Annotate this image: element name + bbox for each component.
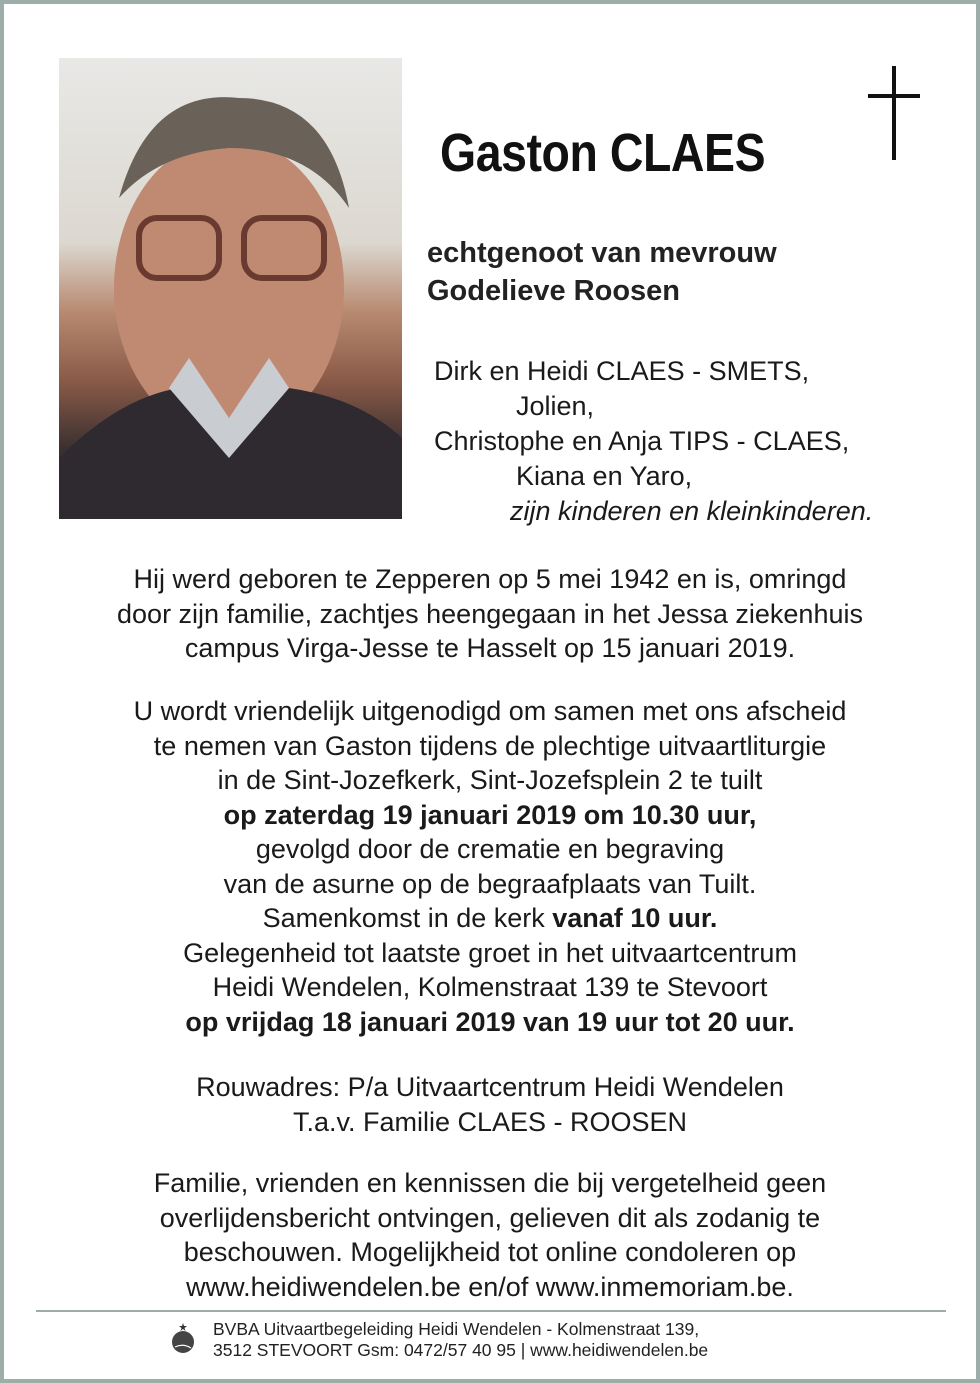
funeral-date: op zaterdag 19 januari 2019 om 10.30 uur, bbox=[223, 799, 757, 830]
invitation-text bbox=[4, 694, 976, 1039]
text-line: door zijn familie, zachtjes heengegaan in het Jessa ziekenhuis bbox=[117, 598, 863, 629]
text-line: Rouwadres: P/a Uitvaartcentrum Heidi Wendelen bbox=[196, 1072, 784, 1102]
text-line: Familie, vrienden en kennissen die bij vergetelheid geen bbox=[153, 1168, 827, 1198]
text-line: www.heidiwendelen.be en/of www.inmemoriam.be. bbox=[186, 1271, 794, 1302]
text-line: Hij werd geboren te Zepperen op 5 mei 1942 en is, omringd bbox=[133, 564, 847, 594]
text-line: U wordt vriendelijk uitgenodigd om samen met ons afscheid bbox=[133, 696, 847, 726]
grandchild-line: Jolien, bbox=[516, 391, 595, 421]
deceased-name: Gaston CLAES bbox=[440, 123, 766, 183]
text-line: van de asurne op de begraafplaats van Tuilt. bbox=[223, 868, 757, 899]
text-line: in de Sint-Jozefkerk, Sint-Jozefsplein 2 te tuilt bbox=[217, 765, 763, 795]
child-line: Christophe en Anja TIPS - CLAES, bbox=[434, 426, 850, 456]
funeral-notice bbox=[4, 4, 976, 1379]
text-line: overlijdensbericht ontvingen, gelieven dit als zodanig te bbox=[159, 1202, 821, 1233]
children-list bbox=[434, 354, 873, 529]
child-line: Dirk en Heidi CLAES - SMETS, bbox=[434, 356, 810, 386]
spouse-text bbox=[427, 234, 777, 310]
text-line: Samenkomst in de kerk bbox=[262, 903, 553, 933]
text-line: Gelegenheid tot laatste groet in het uitvaartcentrum bbox=[183, 937, 797, 968]
cross-icon bbox=[864, 66, 924, 162]
children-caption: zijn kinderen en kleinkinderen. bbox=[510, 496, 874, 526]
text-line: T.a.v. Familie CLAES - ROOSEN bbox=[292, 1106, 688, 1137]
spouse-line: echtgenoot van mevrouw bbox=[427, 237, 777, 269]
viewing-date: op vrijdag 18 januari 2019 van 19 uur tot 20 uur. bbox=[185, 1006, 795, 1037]
text-line: campus Virga-Jesse te Hasselt op 15 januari 2019. bbox=[184, 633, 796, 663]
footer-line: BVBA Uitvaartbegeleiding Heidi Wendelen - Kolmenstraat 139, bbox=[213, 1319, 700, 1339]
text-line: beschouwen. Mogelijkheid tot online condoleren op bbox=[183, 1237, 797, 1267]
spouse-name: Godelieve Roosen bbox=[427, 275, 681, 307]
text-line: gevolgd door de crematie en begraving bbox=[255, 834, 725, 864]
grandchild-line: Kiana en Yaro, bbox=[516, 461, 693, 491]
mourning-address bbox=[4, 1070, 976, 1139]
funeral-home-logo-icon bbox=[170, 1323, 196, 1353]
text-line: Heidi Wendelen, Kolmenstraat 139 te Stevoort bbox=[212, 972, 768, 1002]
birth-death-text bbox=[4, 562, 976, 666]
footer-line: 3512 STEVOORT Gsm: 0472/57 40 95 | www.heidiwendelen.be bbox=[213, 1340, 709, 1360]
text-line: te nemen van Gaston tijdens de plechtige uitvaartliturgie bbox=[153, 730, 827, 761]
divider bbox=[36, 1310, 946, 1312]
gathering-time: vanaf 10 uur. bbox=[552, 903, 718, 933]
portrait-photo bbox=[59, 58, 402, 519]
closing-text bbox=[4, 1166, 976, 1304]
